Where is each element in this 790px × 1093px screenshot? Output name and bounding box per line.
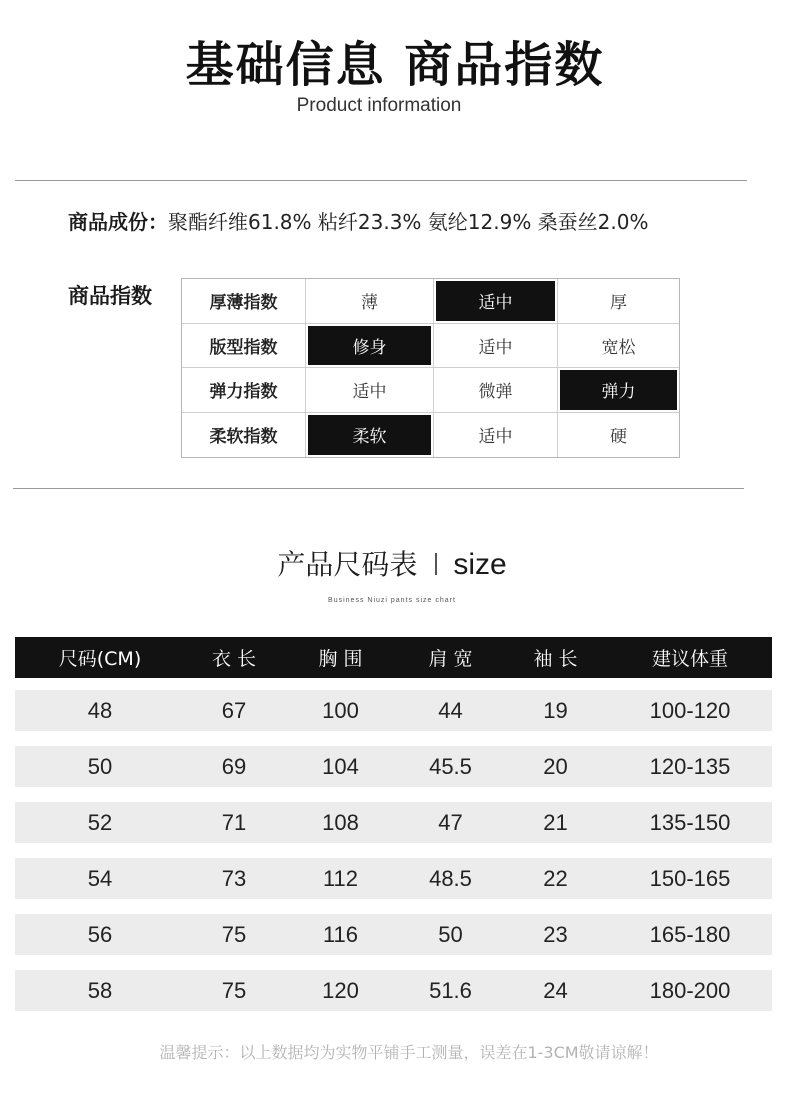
index-option-label: 适中 [478, 337, 513, 358]
table-row [15, 858, 772, 899]
index-option-label: 宽松 [601, 337, 636, 358]
index-option [306, 368, 434, 413]
table-row [15, 970, 772, 1011]
column-header: 衣 长 [211, 648, 257, 670]
table-cell: 19 [543, 697, 568, 723]
composition-label: 商品成份： [68, 210, 168, 234]
table-cell: 20 [543, 753, 568, 779]
table-cell: 75 [221, 921, 247, 947]
column-header: 袖 长 [533, 648, 578, 670]
index-option-selected [306, 324, 434, 369]
index-option-label: 微弹 [478, 382, 513, 403]
index-heading: 商品指数 [68, 284, 152, 308]
index-row-label: 版型指数 [182, 324, 306, 369]
table-cell: 22 [543, 865, 568, 891]
index-option [558, 324, 679, 369]
index-option-label: 修身 [308, 326, 431, 366]
index-option-selected [434, 279, 558, 324]
composition-value: 聚酯纤维61.8% 粘纤23.3% 氨纶12.9% 桑蚕丝2.0% [168, 210, 649, 234]
index-row-label: 柔软指数 [182, 413, 306, 458]
index-option [306, 279, 434, 324]
title-separator [435, 553, 437, 575]
table-cell: 100 [322, 697, 359, 723]
table-cell: 71 [221, 809, 247, 835]
table-cell: 67 [221, 697, 247, 723]
table-cell: 47 [438, 809, 463, 835]
index-option-selected [558, 368, 679, 413]
table-row [15, 690, 772, 731]
index-option-label: 适中 [352, 382, 387, 403]
table-cell: 48.5 [429, 865, 472, 891]
table-cell: 100-120 [649, 697, 731, 723]
table-row [15, 802, 772, 843]
table-cell: 56 [87, 921, 113, 947]
index-option-label: 厚 [610, 293, 627, 314]
divider [13, 488, 744, 489]
index-row-label: 厚薄指数 [182, 279, 306, 324]
table-cell: 58 [87, 977, 113, 1003]
table-cell: 69 [221, 753, 247, 779]
table-cell: 180-200 [649, 977, 731, 1003]
index-option [558, 279, 679, 324]
index-option-label: 薄 [361, 293, 378, 314]
table-cell: 44 [438, 697, 463, 723]
table-cell: 165-180 [649, 921, 731, 947]
index-option-label: 柔软 [308, 415, 431, 456]
table-cell: 75 [221, 977, 247, 1003]
index-option [434, 368, 558, 413]
index-option-label: 适中 [436, 281, 555, 321]
size-table-header [15, 637, 772, 678]
index-option-label: 适中 [478, 427, 513, 448]
table-cell: 24 [543, 977, 568, 1003]
column-header: 肩 宽 [428, 648, 473, 670]
table-cell: 108 [322, 809, 359, 835]
composition-line [68, 206, 649, 235]
size-chart-title-cn: 产品尺码表 [277, 548, 418, 581]
table-cell: 50 [438, 921, 463, 947]
table-row [15, 746, 772, 787]
size-chart-title [0, 543, 784, 583]
table-cell: 48 [87, 697, 113, 723]
table-cell: 120-135 [649, 753, 731, 779]
divider [15, 180, 747, 181]
size-chart-caption: Business Niuzi pants size chart [328, 597, 456, 604]
table-cell: 104 [322, 753, 359, 779]
size-table [15, 637, 772, 1011]
index-option [558, 413, 679, 458]
product-index-table [181, 278, 680, 458]
table-cell: 135-150 [649, 809, 731, 835]
table-cell: 50 [87, 753, 113, 779]
index-row-label: 弹力指数 [182, 368, 306, 413]
page-title: 基础信息 商品指数 [185, 37, 605, 93]
size-chart-title-en: size [453, 548, 507, 581]
index-option-label: 硬 [610, 427, 627, 448]
table-cell: 52 [87, 809, 113, 835]
footnote: 温馨提示：以上数据均为实物平铺手工测量，误差在1-3CM敬请谅解！ [159, 1043, 659, 1062]
index-option-selected [306, 413, 434, 458]
table-cell: 116 [322, 921, 359, 947]
column-header: 胸 围 [318, 648, 363, 670]
index-option-label: 弹力 [560, 370, 677, 410]
table-cell: 112 [322, 865, 359, 891]
table-cell: 23 [543, 921, 568, 947]
table-cell: 54 [87, 865, 113, 891]
column-header: 建议体重 [651, 648, 728, 670]
table-cell: 73 [221, 865, 247, 891]
table-cell: 51.6 [429, 977, 472, 1003]
table-cell: 21 [543, 809, 568, 835]
table-cell: 45.5 [429, 753, 472, 779]
table-cell: 150-165 [649, 865, 731, 891]
index-option [434, 413, 558, 458]
index-option [434, 324, 558, 369]
table-row [15, 914, 772, 955]
page-subtitle: Product information [296, 95, 462, 116]
table-cell: 120 [322, 977, 359, 1003]
column-header: 尺码(CM) [58, 648, 142, 670]
